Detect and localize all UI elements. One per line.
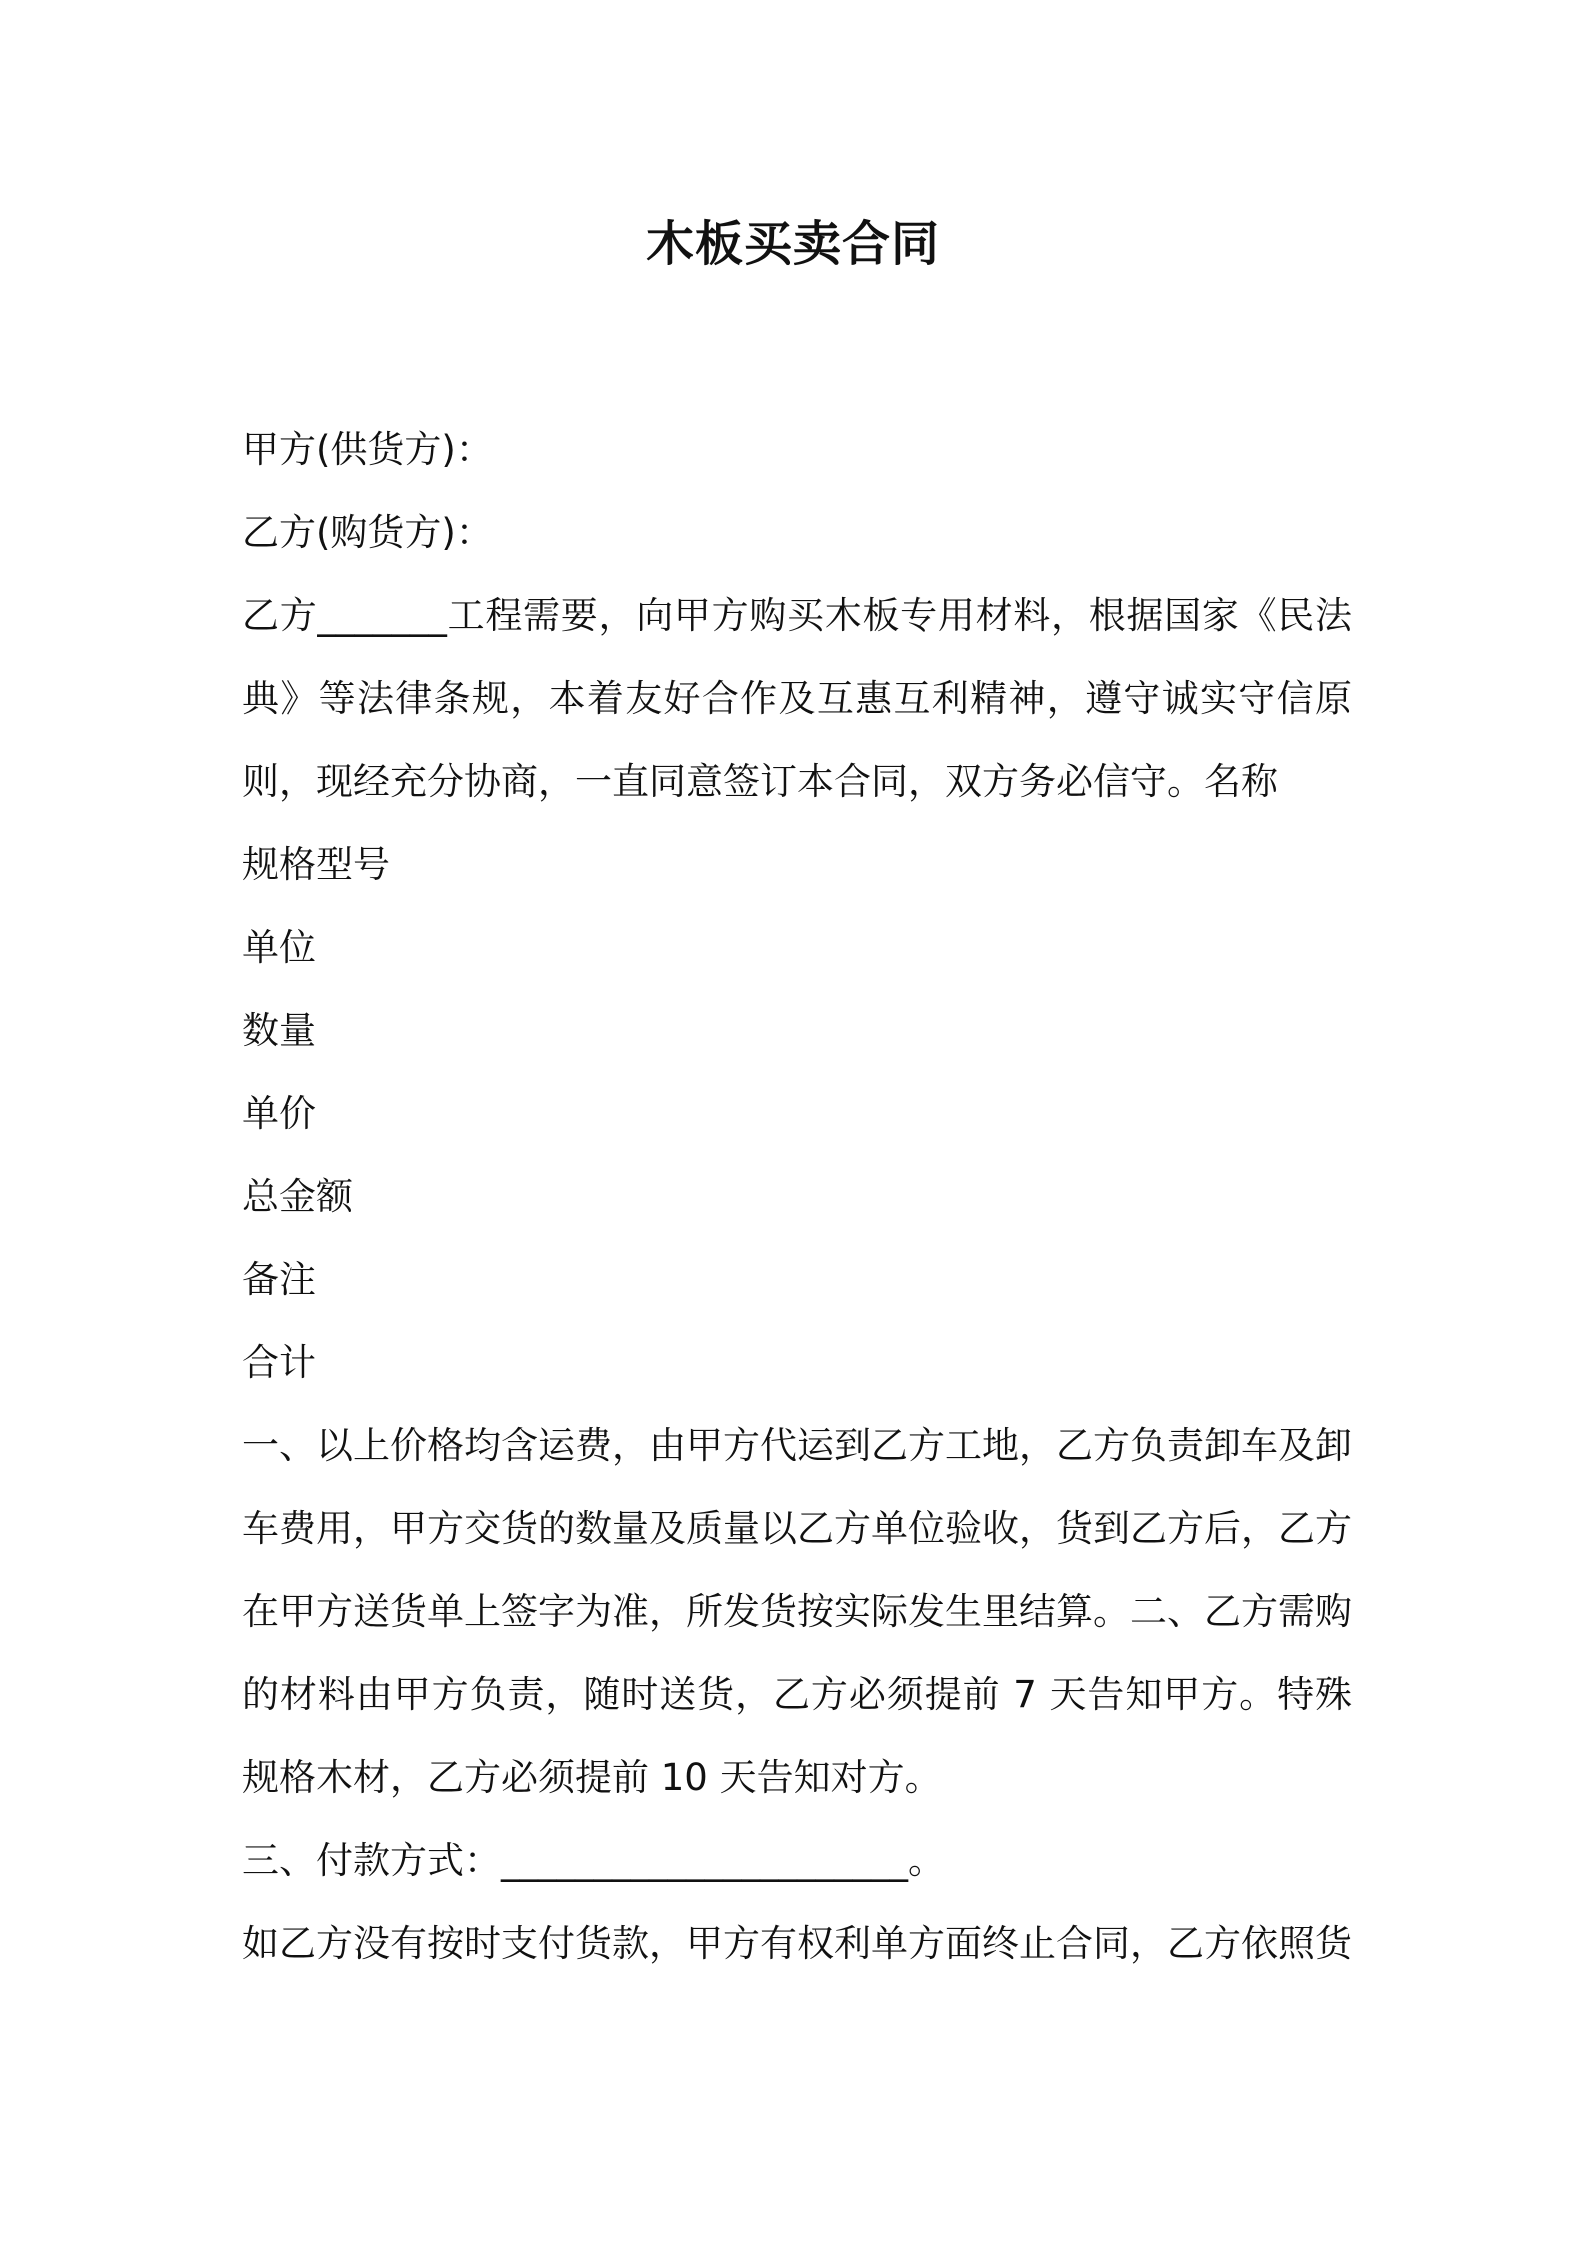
- field-unit-price: 单价: [242, 1092, 316, 1135]
- field-total-amount: 总金额: [242, 1175, 353, 1218]
- field-unit: 单位: [242, 926, 316, 969]
- clause-one-two: 一、以上价格均含运费，由甲方代运到乙方工地，乙方负责卸车及卸车费用，甲方交货的数量及质量以乙方单位验收，货到乙方后，乙方在甲方送货单上签字为准，所发货按实际发生里结算。二、乙方需购的材料由甲方负责，随时送货，乙方必须提前 7 天告知甲方。特殊规格木材，乙方必须提前 10 天告知对方。: [242, 1424, 1352, 1799]
- party-a-line: 甲方(供货方)：: [242, 428, 493, 471]
- field-remarks: 备注: [242, 1258, 316, 1301]
- field-spec-model: 规格型号: [242, 843, 390, 886]
- field-quantity: 数量: [242, 1009, 316, 1052]
- field-sum: 合计: [242, 1341, 316, 1384]
- clause-default-payment: 如乙方没有按时支付货款，甲方有权利单方面终止合同，乙方依照货: [242, 1922, 1352, 1965]
- intro-paragraph: 乙方_______工程需要，向甲方购买木板专用材料，根据国家《民法典》等法律条规，本着友好合作及互惠互利精神，遵守诚实守信原则，现经充分协商，一直同意签订本合同，双方务必信守。名称: [242, 594, 1352, 803]
- document-title: 木板买卖合同: [645, 216, 940, 272]
- party-b-line: 乙方(购货方)：: [242, 511, 493, 554]
- document-body: [242, 408, 1352, 1985]
- clause-three-payment: 三、付款方式：______________________。: [242, 1839, 945, 1882]
